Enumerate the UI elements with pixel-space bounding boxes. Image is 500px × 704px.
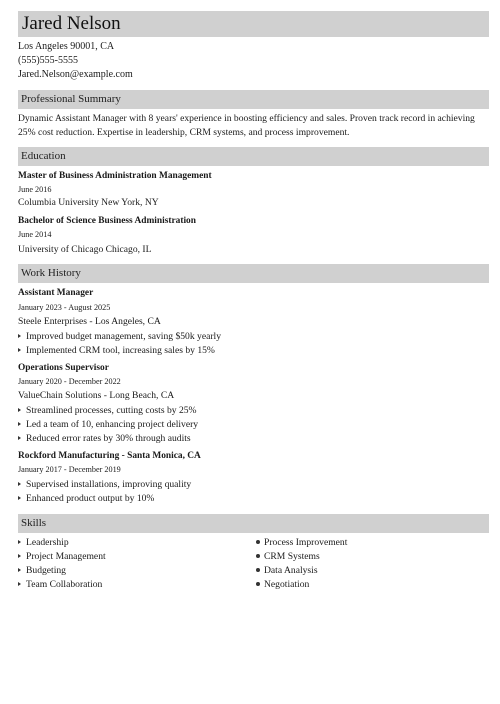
job-dates: January 2020 - December 2022: [18, 377, 121, 386]
summary-heading-bar: [18, 90, 489, 109]
job-bullet: Led a team of 10, enhancing project delivery: [18, 418, 198, 432]
summary-heading: Professional Summary: [21, 93, 121, 105]
bullet-icon: [18, 496, 21, 500]
summary-text: Dynamic Assistant Manager with 8 years' experience in boosting efficiency and sales. Proven track record in achieving 25% cost reduction. Expertise in leadership, CRM systems, and process improvement.: [18, 113, 475, 138]
job-title: Operations Supervisor: [18, 363, 109, 373]
contact-email: Jared.Nelson@example.com: [18, 69, 133, 80]
job-bullet: Implemented CRM tool, increasing sales by 15%: [18, 344, 215, 358]
bullet-icon: [18, 436, 21, 440]
work-heading: Work History: [21, 267, 81, 279]
education-school: University of Chicago Chicago, IL: [18, 244, 152, 255]
bullet-icon: [256, 540, 260, 544]
education-heading-bar: [18, 147, 489, 166]
job-title: Rockford Manufacturing - Santa Monica, CA: [18, 451, 201, 461]
education-degree: Bachelor of Science Business Administration: [18, 216, 196, 226]
skill-item: Team Collaboration: [18, 578, 102, 592]
bullet-icon: [18, 334, 21, 338]
contact-phone: (555)555-5555: [18, 55, 78, 66]
bullet-icon: [18, 554, 21, 558]
job-bullet: Enhanced product output by 10%: [18, 492, 154, 506]
bullet-icon: [256, 554, 260, 558]
job-company: ValueChain Solutions - Long Beach, CA: [18, 390, 175, 401]
bullet-icon: [18, 568, 21, 572]
skills-heading: Skills: [21, 517, 47, 529]
skill-item: Process Improvement: [256, 536, 347, 550]
job-title: Assistant Manager: [18, 288, 94, 298]
education-heading: Education: [21, 150, 66, 162]
skill-item: Budgeting: [18, 564, 66, 578]
job-company: Steele Enterprises - Los Angeles, CA: [18, 316, 161, 327]
bullet-icon: [18, 408, 21, 412]
job-dates: January 2017 - December 2019: [18, 465, 121, 474]
bullet-icon: [256, 568, 260, 572]
bullet-icon: [18, 540, 21, 544]
bullet-icon: [18, 582, 21, 586]
candidate-name: Jared Nelson: [22, 13, 121, 34]
job-bullet: Supervised installations, improving quality: [18, 478, 191, 492]
bullet-icon: [18, 422, 21, 426]
bullet-icon: [256, 582, 260, 586]
bullet-icon: [18, 348, 21, 352]
skill-item: Negotiation: [256, 578, 309, 592]
bullet-icon: [18, 482, 21, 486]
job-bullet: Streamlined processes, cutting costs by 25%: [18, 404, 197, 418]
skill-item: Project Management: [18, 550, 106, 564]
job-bullet: Improved budget management, saving $50k yearly: [18, 330, 221, 344]
work-heading-bar: [18, 264, 489, 283]
skill-item: CRM Systems: [256, 550, 320, 564]
job-bullet: Reduced error rates by 30% through audits: [18, 432, 191, 446]
contact-address: Los Angeles 90001, CA: [18, 41, 115, 52]
skills-heading-bar: [18, 514, 489, 533]
education-date: June 2014: [18, 230, 52, 239]
job-dates: January 2023 - August 2025: [18, 303, 111, 312]
name-header: [18, 11, 489, 37]
education-date: June 2016: [18, 185, 52, 194]
skill-item: Leadership: [18, 536, 69, 550]
education-degree: Master of Business Administration Management: [18, 171, 212, 181]
education-school: Columbia University New York, NY: [18, 197, 159, 208]
skill-item: Data Analysis: [256, 564, 318, 578]
